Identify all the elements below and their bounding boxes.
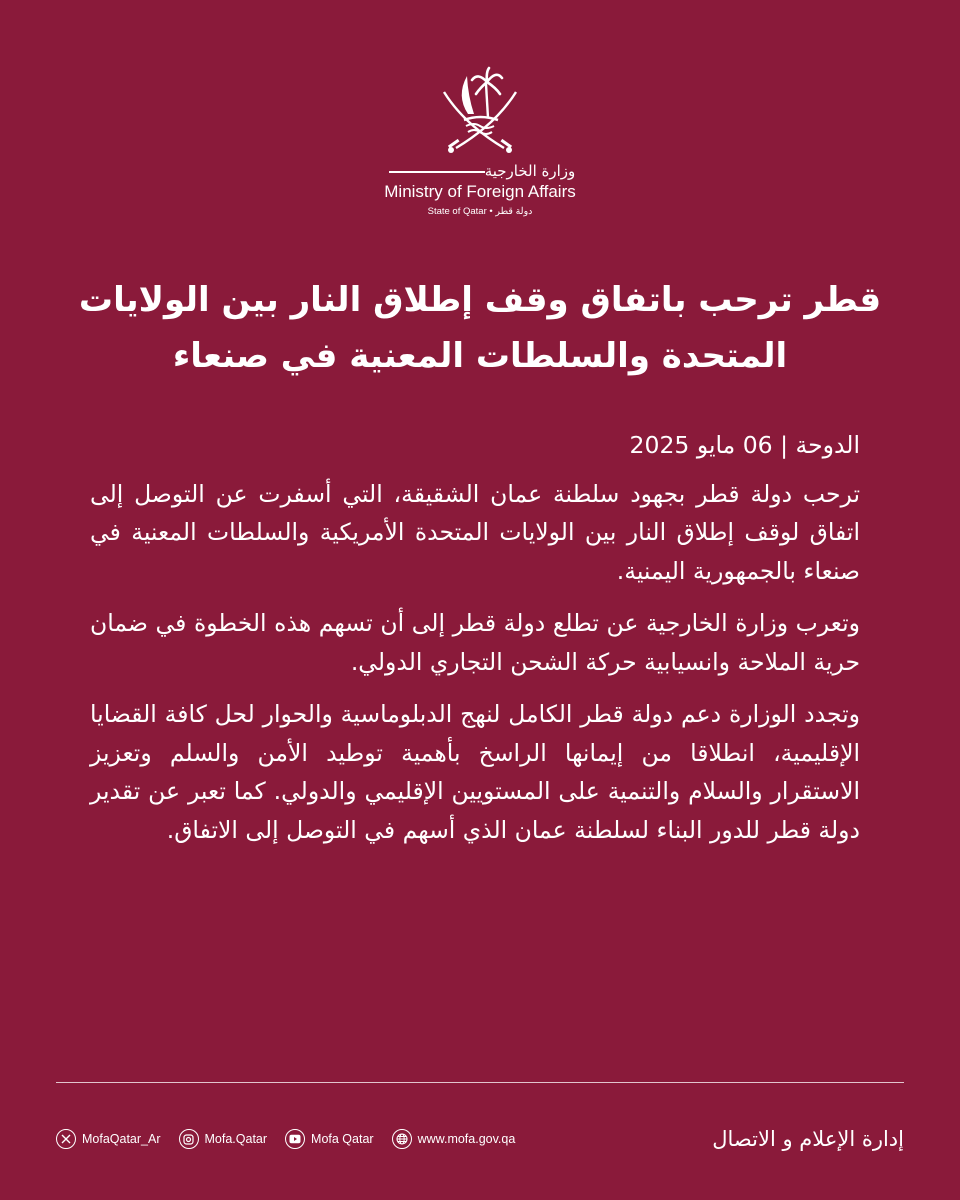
footer-divider (56, 1082, 904, 1083)
social-links (56, 1129, 515, 1149)
state-of-qatar-label: State of Qatar • دولة قطر (427, 206, 533, 217)
headline (60, 272, 900, 384)
social-x[interactable] (56, 1129, 161, 1149)
paragraph-2: وتعرب وزارة الخارجية عن تطلع دولة قطر إلى أن تسهم هذه الخطوة في ضمان حرية الملاحة وانسيابية حركة الشحن التجاري الدولي. (90, 609, 860, 676)
social-x-label: MofaQatar_Ar (82, 1132, 161, 1146)
headline-line-1: قطر ترحب باتفاق وقف إطلاق النار بين الولايات (78, 280, 882, 320)
article-body (90, 426, 860, 863)
x-icon (56, 1129, 76, 1149)
department-name: إدارة الإعلام و الاتصال (712, 1127, 904, 1151)
social-website[interactable] (392, 1129, 516, 1149)
headline-line-2: المتحدة والسلطات المعنية في صنعاء (172, 336, 788, 376)
youtube-icon (285, 1129, 305, 1149)
globe-icon (392, 1129, 412, 1149)
footer (56, 1124, 904, 1154)
social-youtube[interactable] (285, 1129, 374, 1149)
ministry-english-name: Ministry of Foreign Affairs (384, 182, 576, 201)
social-instagram[interactable] (179, 1129, 268, 1149)
ministry-arabic-name: وزارة الخارجية (385, 162, 576, 180)
ministry-logo (0, 62, 960, 217)
instagram-icon (179, 1129, 199, 1149)
paragraph-3: وتجدد الوزارة دعم دولة قطر الكامل لنهج الدبلوماسية والحوار لحل كافة القضايا الإقليمية، انطلاقا من إيمانها الراسخ بأهمية توطيد الأمن والسلم وتعزيز الاستقرار والسلام والتنمية على المستويين الإقليمي والدولي. كما تعبر عن تقدير دولة قطر للدور البناء لسلطنة عمان الذي أسهم في التوصل إلى الاتفاق. (90, 700, 860, 844)
dateline: الدوحة | 06 مايو 2025 (629, 431, 860, 459)
paragraph-1: ترحب دولة قطر بجهود سلطنة عمان الشقيقة، التي أسفرت عن التوصل إلى اتفاق لوقف إطلاق النار بين الولايات المتحدة الأمريكية والسلطات المعنية في صنعاء بالجمهورية اليمنية. (90, 479, 860, 585)
social-youtube-label: Mofa Qatar (311, 1132, 374, 1146)
social-website-label: www.mofa.gov.qa (417, 1132, 516, 1146)
qatar-emblem-icon (434, 62, 526, 158)
social-instagram-label: Mofa.Qatar (204, 1132, 268, 1146)
